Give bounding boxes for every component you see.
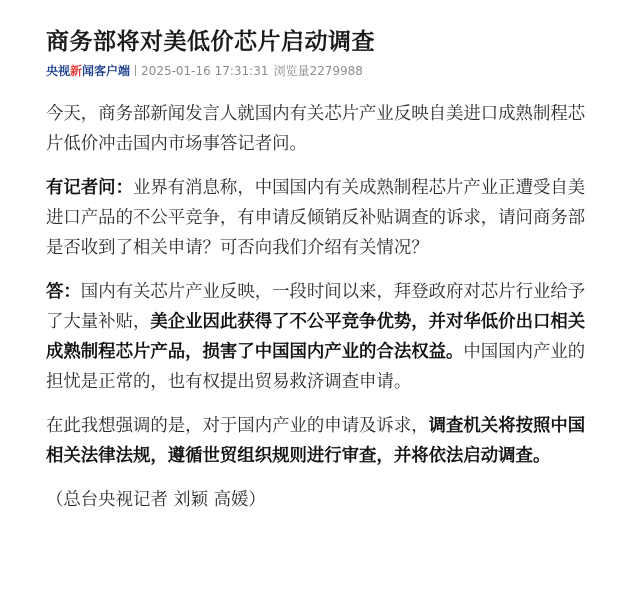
emphasis-paragraph [46, 411, 598, 471]
intro-paragraph: 今天，商务部新闻发言人就国内有关芯片产业反映自美进口成熟制程芯片低价冲击国内市场事答记者问。 [46, 104, 586, 154]
source-brand[interactable] [46, 62, 130, 79]
question-label: 有记者问： [46, 178, 133, 198]
article-title: 商务部将对美低价芯片启动调查 [46, 29, 375, 56]
answer-label: 答： [46, 282, 81, 302]
reporter-credit: （总台央视记者 刘颖 高媛） [46, 490, 266, 510]
answer-paragraph [46, 277, 598, 397]
meta-separator [135, 65, 136, 76]
answer-text-2: 中国国内产业的担忧是正常的，也有权提出贸易救济调查申请。 [46, 342, 586, 392]
emphasis-text: 在此我想强调的是，对于国内产业的申请及诉求， [46, 416, 429, 436]
question-paragraph [46, 173, 598, 263]
source-accent: 新 [70, 64, 83, 78]
source-prefix: 央视 [46, 64, 71, 78]
article-meta [46, 62, 368, 79]
answer-text-1: 国内有关芯片产业反映，一段时间以来，拜登政府对芯片行业给予了大量补贴， [46, 282, 586, 332]
answer-bold-text: 美企业因此获得了不公平竞争优势，并对华低价出口相关成熟制程芯片产品，损害了中国国内产业的合法权益。 [46, 312, 586, 362]
question-text: 业界有消息称，中国国内有关成熟制程芯片产业正遭受自美进口产品的不公平竞争，有申请反倾销反补贴调查的诉求，请问商务部是否收到了相关申请？可否向我们介绍有关情况？ [46, 178, 586, 258]
view-count: 浏览量2279988 [273, 64, 363, 78]
source-suffix: 闻客户端 [82, 64, 131, 78]
article-body [46, 99, 598, 529]
publish-datetime: 2025-01-16 17:31:31 [141, 63, 269, 78]
emphasis-bold-text: 调查机关将按照中国相关法律法规，遵循世贸组织规则进行审查，并将依法启动调查。 [46, 416, 586, 466]
